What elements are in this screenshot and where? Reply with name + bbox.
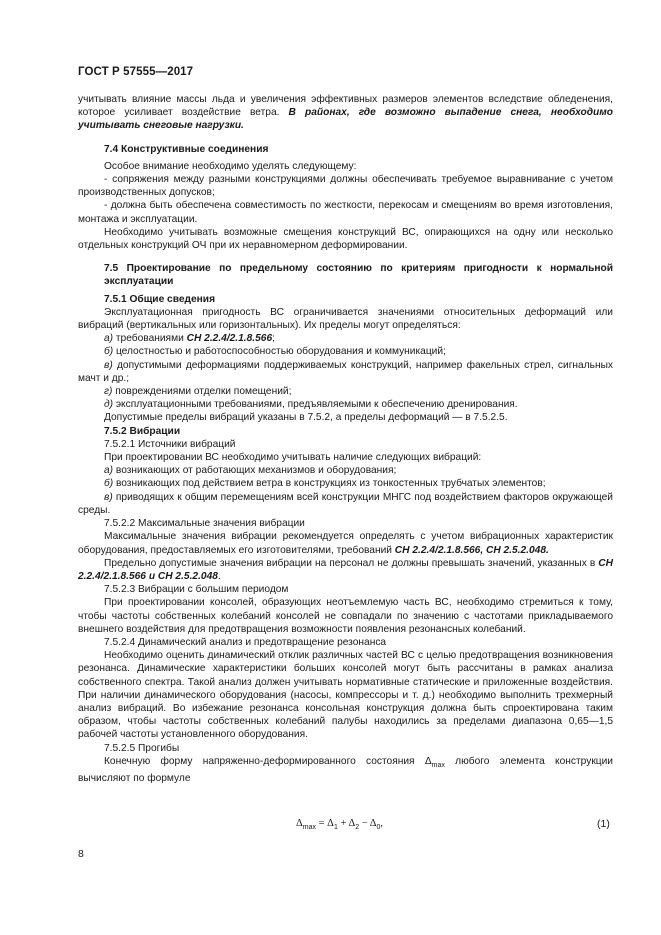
text: Конечную форму напряженно-деформированного состояния [104,755,425,767]
section-7-4-title: 7.4 Конструктивные соединения [104,143,269,155]
text: любого элемента конструкции вычисляют по формуле [78,755,613,784]
paragraph-ice-snow [78,93,613,133]
minus: − [359,818,370,829]
paragraph: Особое внимание необходимо уделять следующему: [104,160,357,172]
list-letter: а) [104,465,114,477]
text: допустимыми деформациями поддерживаемых конструкций, например факельных стрел, сигнальных мачт и др.; [78,359,613,384]
list-item [78,385,613,398]
list-letter: д) [104,399,114,411]
paragraph: - сопряжения между разными конструкциями должны обеспечивать требуемое выравнивание с учетом производственных допусков; [78,174,613,199]
section-7-5-2-2-title: 7.5.2.2 Максимальные значения вибрации [104,518,305,530]
section-7-5-2-4-title: 7.5.2.4 Динамический анализ и предотвращение резонанса [104,636,387,648]
subscript: 1 [333,824,338,832]
text: . [217,570,221,582]
list-letter: б) [104,346,114,358]
text: повреждениями отделки помещений; [112,386,292,398]
subscript: 2 [355,824,360,832]
text: эксплуатационными требованиями, предъявляемыми к обеспечению дренирования. [113,399,518,411]
reference: СН 2.5.2.048 [157,570,218,582]
document-header: ГОСТ Р 57555—2017 [78,66,194,78]
list-item [78,477,613,490]
text: ; [272,333,275,345]
list-letter: а) [104,333,114,345]
list-letter: б) [104,478,114,490]
reference: СН 2.2.4/2.1.8.566 [78,557,613,582]
formula-number: (1) [597,818,610,830]
section-7-5-1-title: 7.5.1 Общие сведения [104,293,216,305]
page-body [78,93,613,785]
delta-symbol: Δ [296,818,303,829]
delta-symbol: Δ [348,818,356,829]
section-7-5-2-5-title: 7.5.2.5 Прогибы [104,742,180,754]
paragraph: Эксплуатационная пригодность ВС ограничивается значениями относительных деформаций или вибраций (вертикальных или горизонтальных). Их пределы могут определяться: [78,306,613,332]
delta-symbol: Δ [424,755,432,767]
list-item [78,345,613,358]
paragraph [78,530,613,556]
text: требованиями [113,333,187,345]
reference: СН 2.2.4/2.1.8.566 [186,333,273,345]
list-item [78,359,613,385]
page-number: 8 [78,848,84,860]
paragraph: При проектировании консолей, образующих неотъемлемую часть ВС, необходимо стремиться к тому, чтобы частоты собственных колебаний консолей не совпадали по значению с частотами прикладываемого внешнего воздействия для предотвращения возможности появления резонансных колебаний. [78,597,613,635]
paragraph: - должна быть обеспечена совместимость по жесткости, перекосам и смещениям во время изготовления, монтажа и эксплуатации. [78,200,613,225]
text: возникающих от работающих механизмов и оборудования; [113,465,397,477]
text: учитывать влияние массы льда и увеличения эффективных размеров элементов вследствие обледенения, которое усиливает воздействие ветра. [78,94,613,119]
list-item [78,491,613,517]
list-letter: в) [104,491,113,503]
paragraph: При проектировании ВС необходимо учитывать наличие следующих вибраций: [104,452,482,464]
text: и [145,570,158,582]
subscript: max [431,761,445,769]
section-7-5-2-title: 7.5.2 Вибрации [104,425,181,437]
list-item [78,332,613,345]
text: Предельно допустимые значения вибрации на персонал не должны превышать значений, указанных в [104,557,599,569]
delta-symbol: Δ [369,818,377,829]
text: приводящих к общим перемещениям всей конструкции МНГС под воздействием факторов окружающей среды. [78,491,613,516]
section-7-5-title: 7.5 Проектирование по предельному состоянию по критериям пригодности к нормальной эксплуатации [104,263,613,288]
paragraph: Необходимо оценить динамический отклик различных частей ВС с целью предотвращения возникновения резонанса. Динамические характеристики больших консолей могут быть рассчитаны в рамках анализа собственного спектра. Такой анализ должен учитывать нормативные статические и приложенные воздействия. При наличии динамического оборудования (насосы, компрессоры и т. д.) необходимо выполнить трехмерный анализ вибраций. Во избежание резонанса консольная конструкция должна быть спроектирована таким образом, чтобы частоты собственных колебаний палубы находились за пределами диапазона 0,65—1,5 рабочей частоты установленного оборудования. [78,650,613,741]
formula-1 [296,818,383,831]
reference: СН 2.2.4/2.1.8.566, СН 2.5.2.048. [394,544,549,556]
equals: = [316,818,328,829]
list-letter: в) [104,359,113,371]
paragraph: Необходимо учитывать возможные смещения конструкций ВС, опирающихся на одну или несколько отдельных конструкций ОЧ при их неравномерном деформировании. [78,226,613,252]
section-7-5-2-1-title: 7.5.2.1 Источники вибраций [104,438,236,450]
list-letter: г) [104,386,113,398]
subscript: max [302,824,316,832]
text: Максимальные значения вибрации рекомендуется определять с учетом вибрационных характеристик оборудования, предоставляемых его изготовителями, требований [78,531,613,556]
paragraph [78,557,613,583]
text: целостностью и работоспособностью оборудования и коммуникаций; [113,346,446,358]
subscript: 0 [376,824,381,832]
section-7-5-2-3-title: 7.5.2.3 Вибрации с большим периодом [104,584,289,596]
list-item [78,398,613,411]
text: возникающих под действием ветра в конструкциях из тонкостенных трубчатых элементов; [113,478,546,490]
plus: + [337,818,349,829]
comma: , [380,818,383,829]
list-item [78,464,613,477]
emphasis-text: В районах, где возможно выпадение снега, необходимо учитывать снеговые нагрузки. [78,107,613,132]
delta-symbol: Δ [327,818,334,829]
paragraph: Допустимые пределы вибраций указаны в 7.5.2, а пределы деформаций — в 7.5.2.5. [104,412,508,424]
paragraph [78,755,613,785]
